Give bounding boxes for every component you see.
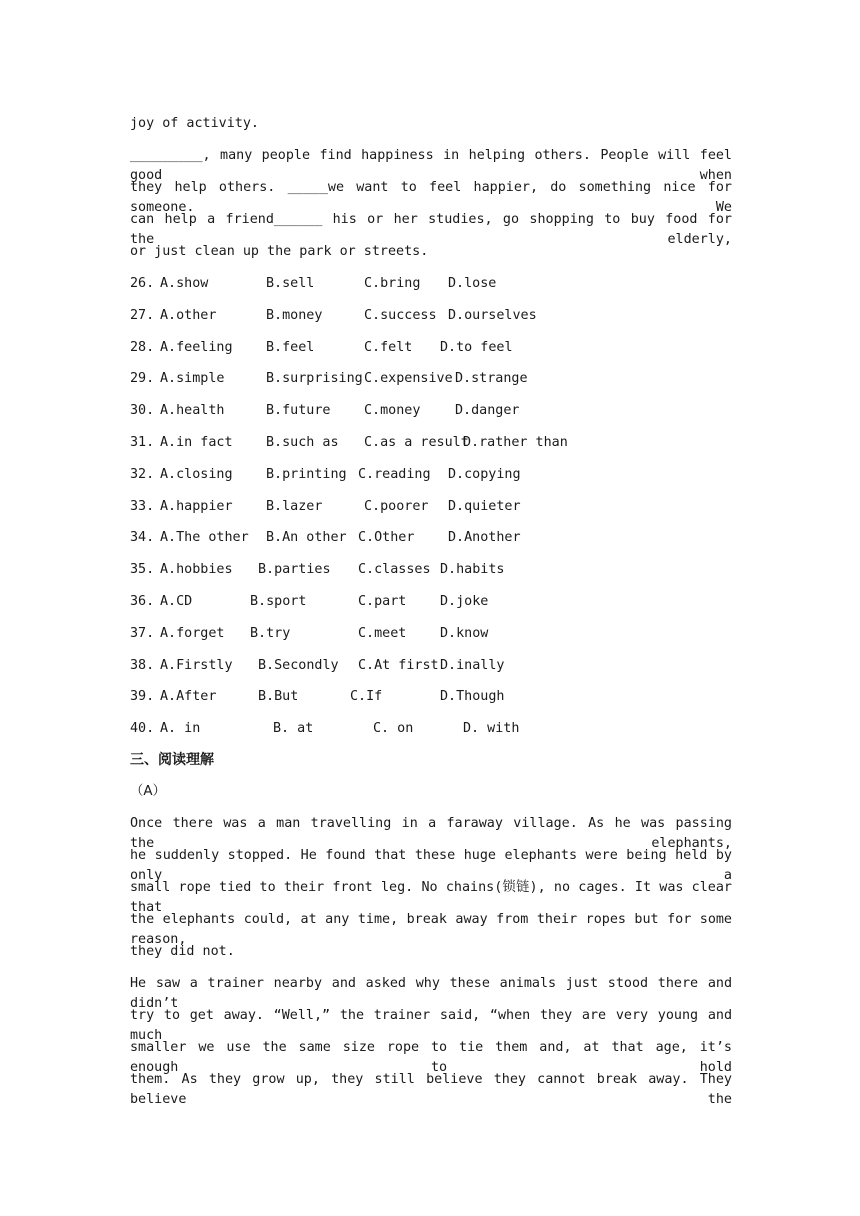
option-row bbox=[130, 306, 730, 326]
reading-line: smaller we use the same size rope to tie them and, at that age, it’s enough to hold bbox=[130, 1040, 732, 1075]
option-c: C.success bbox=[364, 307, 437, 323]
option-a: A.closing bbox=[160, 466, 233, 482]
option-a: A. in bbox=[160, 721, 201, 737]
option-d: D.danger bbox=[455, 403, 520, 419]
option-row bbox=[130, 528, 730, 548]
option-a: A.simple bbox=[160, 371, 225, 387]
option-a: A.in fact bbox=[160, 435, 233, 450]
option-b: B.sport bbox=[250, 594, 307, 609]
option-c: C.as a result bbox=[364, 435, 469, 450]
option-b: B.parties bbox=[258, 562, 331, 578]
option-b: B.try bbox=[250, 625, 291, 641]
question-number: 37. bbox=[130, 625, 155, 641]
option-a: A.show bbox=[160, 276, 209, 291]
option-c: C.classes bbox=[358, 562, 431, 578]
option-c: C.Other bbox=[358, 530, 415, 546]
option-a: A.CD bbox=[160, 594, 193, 609]
option-b: B.printing bbox=[266, 466, 347, 482]
option-c: C.bring bbox=[364, 276, 421, 291]
option-c: C.felt bbox=[364, 339, 413, 355]
option-c: C.If bbox=[350, 689, 383, 705]
question-number: 40. bbox=[130, 721, 155, 737]
option-c: C. on bbox=[373, 721, 414, 737]
option-d: D.strange bbox=[455, 371, 528, 387]
option-a: A.forget bbox=[160, 625, 225, 641]
option-d: D.ourselves bbox=[448, 307, 537, 323]
option-b: B. at bbox=[273, 721, 314, 737]
question-number: 38. bbox=[130, 657, 155, 673]
question-number: 36. bbox=[130, 594, 155, 609]
option-row bbox=[130, 560, 730, 580]
option-a: A.Firstly bbox=[160, 657, 233, 673]
option-row bbox=[130, 624, 730, 644]
reading-line: they did not. bbox=[130, 944, 235, 959]
question-number: 35. bbox=[130, 562, 155, 578]
question-number: 34. bbox=[130, 530, 155, 546]
reading-line: he suddenly stopped. He found that these huge elephants were being held by only a bbox=[130, 848, 732, 883]
reading-line: them. As they grow up, they still believe they cannot break away. They believe the bbox=[130, 1072, 732, 1107]
option-d: D.know bbox=[440, 625, 489, 641]
option-d: D.rather than bbox=[463, 435, 568, 450]
question-number: 32. bbox=[130, 466, 155, 482]
option-c: C.reading bbox=[358, 466, 431, 482]
option-a: A.happier bbox=[160, 498, 233, 514]
option-row bbox=[130, 592, 730, 612]
option-a: A.hobbies bbox=[160, 562, 233, 578]
question-number: 30. bbox=[130, 403, 155, 419]
passage-line: they help others. _____we want to feel happier, do something nice for someone. We bbox=[130, 180, 732, 215]
option-d: D.copying bbox=[448, 466, 521, 482]
passage-line: joy of activity. bbox=[130, 116, 259, 131]
option-d: D.inally bbox=[440, 657, 505, 673]
option-d: D.quieter bbox=[448, 498, 521, 514]
option-c: C.money bbox=[364, 403, 421, 419]
option-c: C.poorer bbox=[364, 498, 429, 514]
question-number: 27. bbox=[130, 307, 155, 323]
option-row bbox=[130, 687, 730, 707]
option-row bbox=[130, 719, 730, 739]
reading-line: small rope tied to their front leg. No chains(锁链), no cages. It was clear that bbox=[130, 880, 732, 915]
reading-line: try to get away. “Well,” the trainer said, “when they are very young and much bbox=[130, 1008, 732, 1043]
option-d: D.habits bbox=[440, 562, 505, 578]
option-row bbox=[130, 338, 730, 358]
passage-line: _________, many people find happiness in helping others. People will feel good when bbox=[130, 148, 732, 183]
option-b: B.Secondly bbox=[258, 657, 339, 673]
subsection-label: （A） bbox=[130, 784, 166, 799]
option-row bbox=[130, 274, 730, 294]
option-a: A.The other bbox=[160, 530, 249, 546]
option-b: B.feel bbox=[266, 339, 315, 355]
option-a: A.health bbox=[160, 403, 225, 419]
passage-line: can help a friend______ his or her studies, go shopping to buy food for the elderly, bbox=[130, 212, 732, 247]
option-c: C.part bbox=[358, 594, 407, 609]
passage-line: or just clean up the park or streets. bbox=[130, 244, 429, 259]
option-a: A.other bbox=[160, 307, 217, 323]
option-row bbox=[130, 433, 730, 453]
option-a: A.After bbox=[160, 689, 217, 705]
option-c: C.At first bbox=[358, 657, 439, 673]
option-b: B.But bbox=[258, 689, 299, 705]
option-d: D.lose bbox=[448, 276, 497, 291]
question-number: 39. bbox=[130, 689, 155, 705]
option-b: B.money bbox=[266, 307, 323, 323]
option-d: D.to feel bbox=[440, 339, 513, 355]
option-b: B.future bbox=[266, 403, 331, 419]
option-d: D.joke bbox=[440, 594, 489, 609]
option-row bbox=[130, 401, 730, 421]
option-row bbox=[130, 369, 730, 389]
question-number: 29. bbox=[130, 371, 155, 387]
option-b: B.sell bbox=[266, 276, 315, 291]
option-d: D. with bbox=[463, 721, 520, 737]
option-d: D.Though bbox=[440, 689, 505, 705]
option-row bbox=[130, 465, 730, 485]
question-number: 26. bbox=[130, 276, 155, 291]
question-number: 31. bbox=[130, 435, 155, 450]
option-b: B.such as bbox=[266, 435, 339, 450]
reading-line: Once there was a man travelling in a faraway village. As he was passing the elephants, bbox=[130, 816, 732, 851]
option-b: B.An other bbox=[266, 530, 347, 546]
option-row bbox=[130, 656, 730, 676]
option-d: D.Another bbox=[448, 530, 521, 546]
option-b: B.lazer bbox=[266, 498, 323, 514]
question-number: 33. bbox=[130, 498, 155, 514]
section-title: 三、阅读理解 bbox=[130, 752, 214, 768]
option-a: A.feeling bbox=[160, 339, 233, 355]
question-number: 28. bbox=[130, 339, 155, 355]
option-row bbox=[130, 497, 730, 517]
option-b: B.surprising bbox=[266, 371, 363, 387]
option-c: C.meet bbox=[358, 625, 407, 641]
option-c: C.expensive bbox=[364, 371, 453, 387]
reading-line: He saw a trainer nearby and asked why these animals just stood there and didn’t bbox=[130, 976, 732, 1011]
reading-line: the elephants could, at any time, break away from their ropes but for some reason, bbox=[130, 912, 732, 947]
